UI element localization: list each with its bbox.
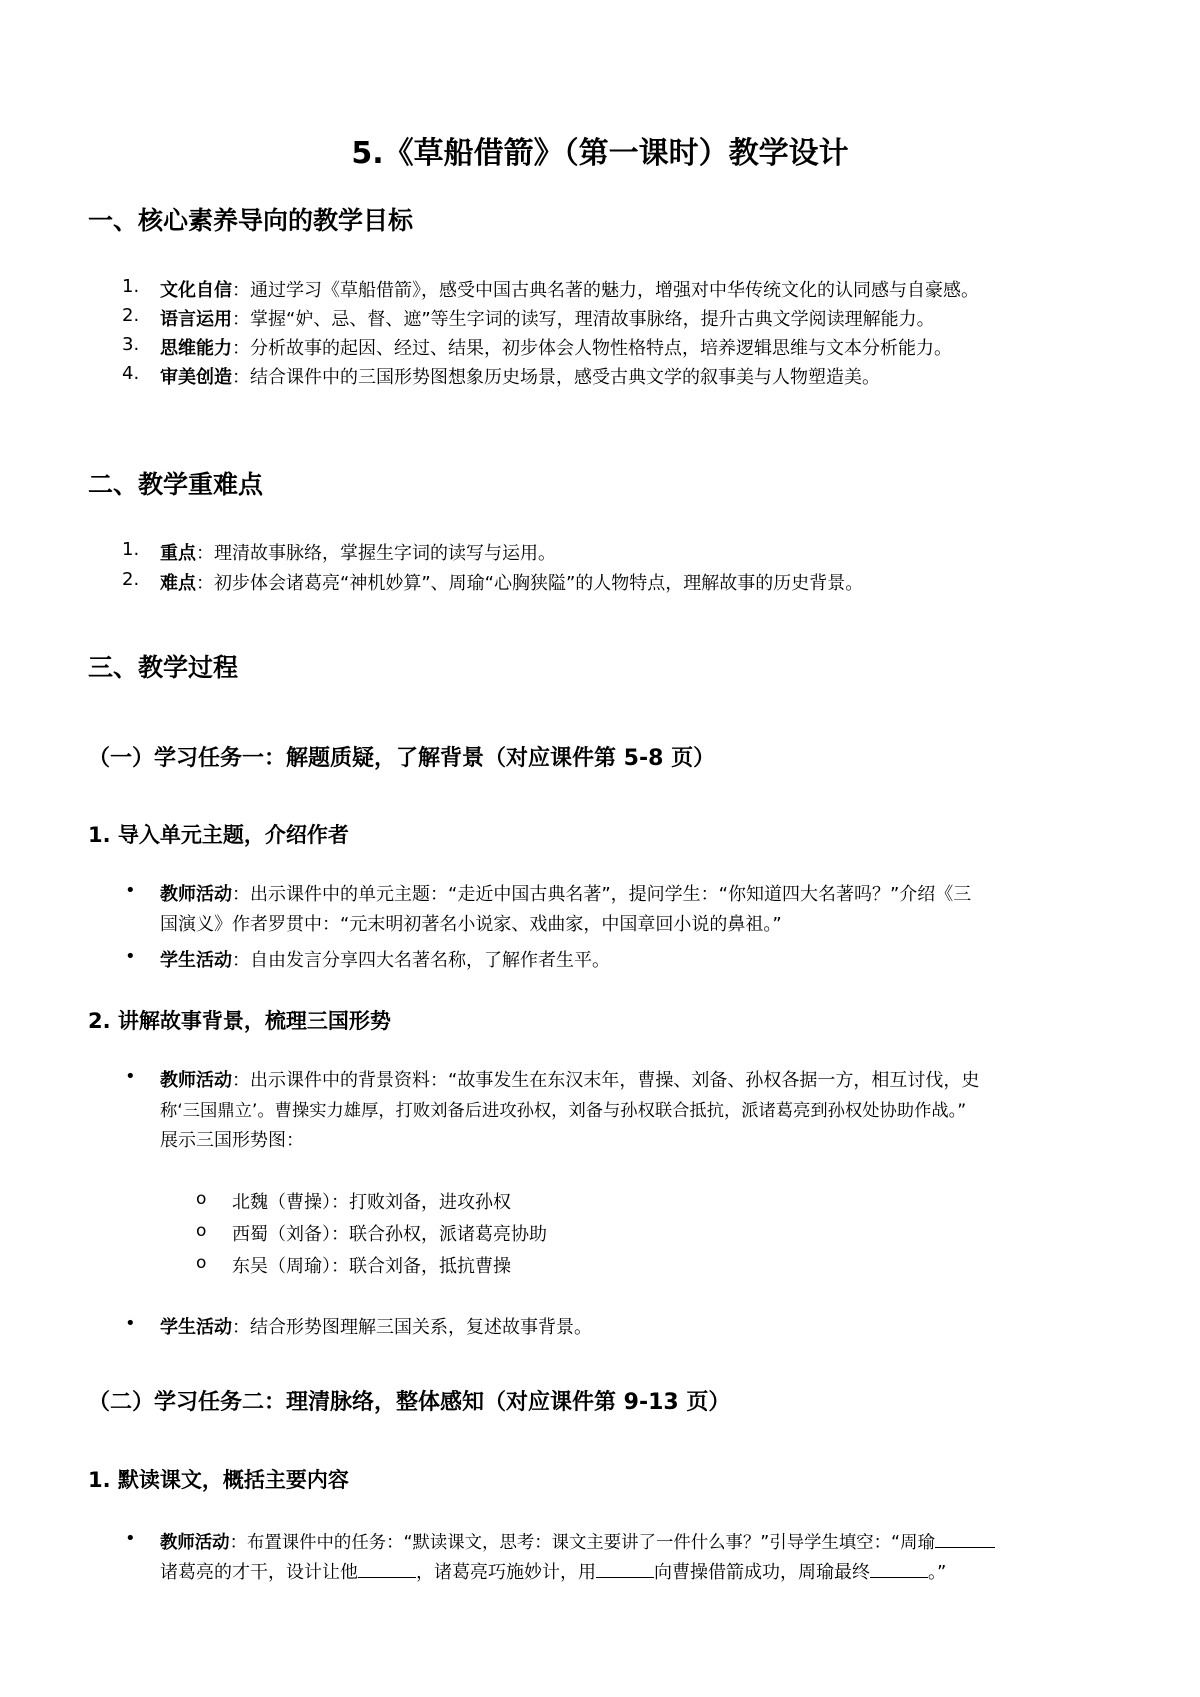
list-number: 2. xyxy=(122,305,140,326)
activity-text: ：出示课件中的单元主题：“走近中国古典名著”，提问学生：“你知道四大名著吗？”介绍《三 xyxy=(232,884,972,905)
list-number: 4. xyxy=(122,363,140,384)
map-item-1: 北魏（曹操）：打败刘备，进攻孙权 xyxy=(232,1192,511,1213)
sub-bullet-icon: o xyxy=(196,1189,207,1209)
task1-step1-teacher-line1 xyxy=(160,880,971,906)
activity-text: ：布置课件中的任务：“默读课文，思考：课文主要讲了一件什么事？”引导学生填空：“周瑜 xyxy=(229,1533,935,1553)
map-item-2: 西蜀（刘备）：联合孙权，派诸葛亮协助 xyxy=(232,1224,547,1245)
activity-text: ：结合形势图理解三国关系，复述故事背景。 xyxy=(232,1317,592,1338)
section-heading-keypoints: 二、教学重难点 xyxy=(88,470,264,499)
section-heading-process: 三、教学过程 xyxy=(88,653,239,682)
activity-text: ，诸葛亮巧施妙计，用 xyxy=(416,1562,596,1583)
activity-text: 。” xyxy=(928,1562,947,1583)
task2-step1-teacher-line2 xyxy=(160,1558,946,1584)
activity-text: ：出示课件中的背景资料：“故事发生在东汉末年，曹操、刘备、孙权各据一方，相互讨伐，史 xyxy=(232,1070,980,1091)
task1-step2-teacher-line2: 称‘三国鼎立’。曹操实力雄厚，打败刘备后进攻孙权，刘备与孙权联合抵抗，派诸葛亮到孙权处协助作战。” xyxy=(160,1101,967,1121)
fill-blank-3[interactable] xyxy=(596,1560,654,1578)
fill-blank-4[interactable] xyxy=(870,1560,928,1578)
task1-step2-teacher-line1 xyxy=(160,1066,979,1092)
keypoint-text: ：理清故事脉络，掌握生字词的读写与运用。 xyxy=(196,543,556,564)
bullet-icon: • xyxy=(125,946,136,967)
objective-label: 思维能力 xyxy=(160,338,232,359)
bullet-icon: • xyxy=(125,1528,136,1549)
section-heading-objectives: 一、核心素养导向的教学目标 xyxy=(88,206,414,235)
activity-label: 学生活动 xyxy=(160,950,232,971)
task1-step2-heading: 2. 讲解故事背景，梳理三国形势 xyxy=(88,1009,391,1033)
activity-label: 教师活动 xyxy=(160,884,232,905)
bullet-icon: • xyxy=(125,1313,136,1334)
sub-bullet-icon: o xyxy=(196,1221,207,1241)
task1-step1-teacher-line2: 国演义》作者罗贯中：“元末明初著名小说家、戏曲家，中国章回小说的鼻祖。” xyxy=(160,914,782,935)
objective-label: 文化自信 xyxy=(160,280,232,301)
fill-blank-1[interactable] xyxy=(935,1530,995,1548)
task1-step1-heading: 1. 导入单元主题，介绍作者 xyxy=(88,823,349,847)
task1-heading: （一）学习任务一：解题质疑，了解背景（对应课件第 5-8 页） xyxy=(88,746,716,771)
list-number: 2. xyxy=(122,569,140,590)
list-number: 1. xyxy=(122,539,140,560)
task1-step2-teacher-line3: 展示三国形势图： xyxy=(160,1130,304,1151)
keypoint-label: 重点 xyxy=(160,543,196,564)
activity-text: 向曹操借箭成功，周瑜最终 xyxy=(654,1562,870,1583)
activity-label: 学生活动 xyxy=(160,1317,232,1338)
objective-label: 审美创造 xyxy=(160,367,232,388)
bullet-icon: • xyxy=(125,1066,136,1087)
fill-blank-2[interactable] xyxy=(358,1560,416,1578)
objective-text: ：掌握“妒、忌、督、遮”等生字词的读写，理清故事脉络，提升古典文学阅读理解能力。 xyxy=(232,309,935,330)
keypoint-label: 难点 xyxy=(160,573,196,594)
task2-heading: （二）学习任务二：理清脉络，整体感知（对应课件第 9-13 页） xyxy=(88,1390,731,1415)
list-number: 3. xyxy=(122,334,140,355)
objective-text: ：分析故事的起因、经过、结果，初步体会人物性格特点，培养逻辑思维与文本分析能力。 xyxy=(232,338,952,359)
list-number: 1. xyxy=(122,276,140,297)
keypoint-text: ：初步体会诸葛亮“神机妙算”、周瑜“心胸狭隘”的人物特点，理解故事的历史背景。 xyxy=(196,573,864,594)
activity-text: 诸葛亮的才干，设计让他 xyxy=(160,1562,358,1583)
task1-step1-student xyxy=(160,946,610,972)
objective-label: 语言运用 xyxy=(160,309,232,330)
sub-bullet-icon: o xyxy=(196,1253,207,1273)
document-title: 5.《草船借箭》（第一课时）教学设计 xyxy=(351,136,849,171)
objective-text: ：结合课件中的三国形势图想象历史场景，感受古典文学的叙事美与人物塑造美。 xyxy=(232,367,880,388)
task2-step1-heading: 1. 默读课文，概括主要内容 xyxy=(88,1468,349,1492)
activity-label: 教师活动 xyxy=(160,1533,230,1553)
bullet-icon: • xyxy=(125,880,136,901)
task2-step1-teacher-line1 xyxy=(160,1528,995,1553)
task1-step2-student xyxy=(160,1313,592,1339)
objective-text: ：通过学习《草船借箭》，感受中国古典名著的魅力，增强对中华传统文化的认同感与自豪感。 xyxy=(232,280,979,301)
activity-text: ：自由发言分享四大名著名称，了解作者生平。 xyxy=(232,950,610,971)
map-item-3: 东吴（周瑜）：联合刘备，抵抗曹操 xyxy=(232,1256,511,1277)
activity-label: 教师活动 xyxy=(160,1070,232,1091)
